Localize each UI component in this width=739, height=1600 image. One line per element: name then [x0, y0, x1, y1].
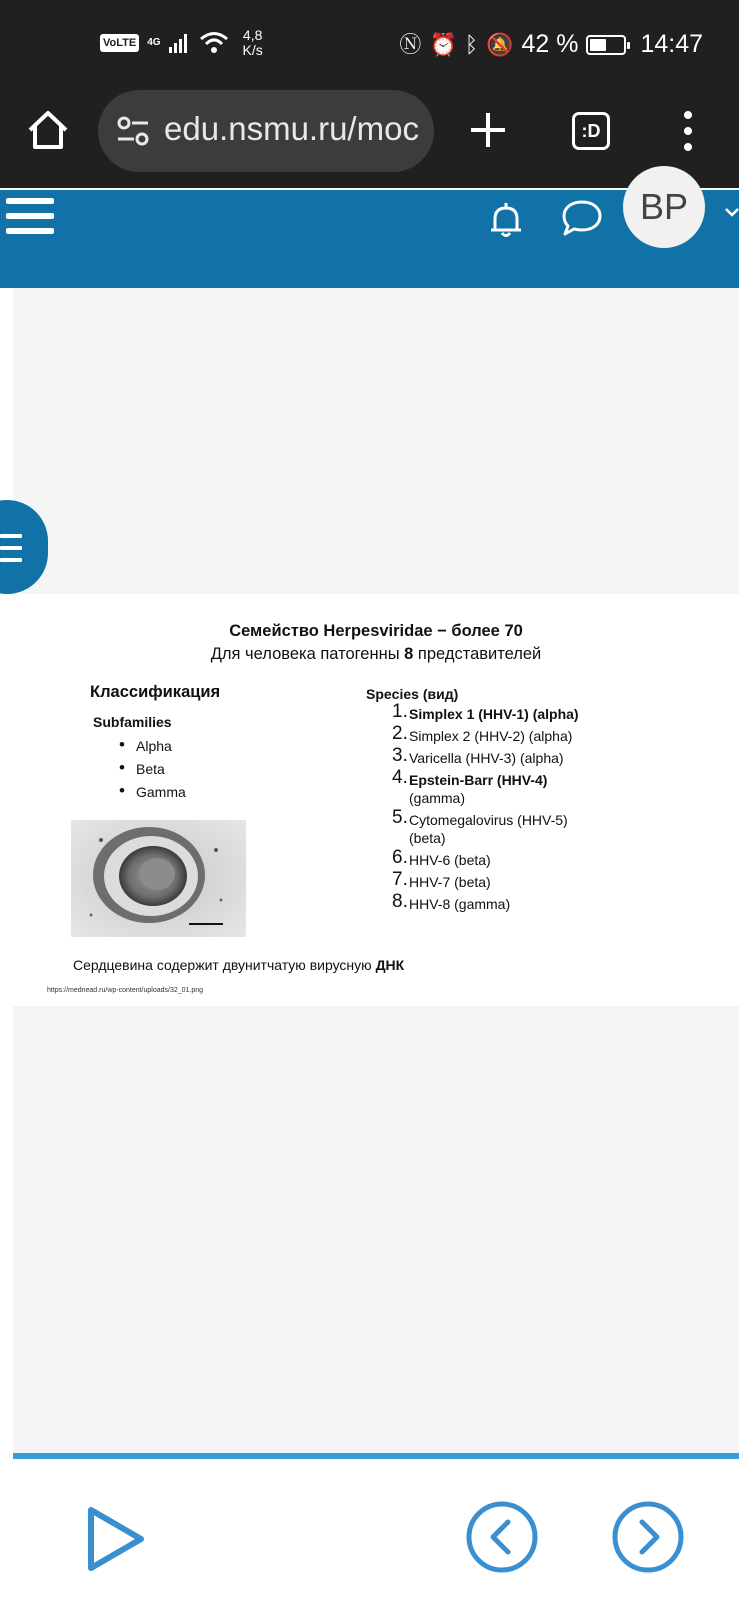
viewer-background-bottom — [13, 1006, 739, 1453]
list-item — [392, 847, 579, 869]
clock: 14:47 — [640, 30, 703, 58]
list-number: 3. — [392, 745, 408, 766]
messages-icon[interactable] — [560, 198, 604, 238]
species-subfamily: (gamma) — [409, 790, 466, 806]
list-item — [392, 745, 579, 767]
speed-unit: K/s — [242, 42, 263, 58]
species-name: HHV-6 (beta) — [409, 852, 491, 868]
caption-text: Сердцевина содержит двунитчатую вирусную — [73, 957, 376, 973]
list-item: • Alpha — [119, 735, 186, 758]
image-source-link: https://mednead.ru/wp-content/uploads/32_01.png — [47, 987, 204, 994]
list-item — [392, 891, 579, 913]
chevron-down-icon[interactable] — [724, 204, 739, 220]
classification-heading: Классификация — [90, 683, 221, 701]
browser-toolbar — [0, 88, 739, 188]
address-bar[interactable] — [98, 90, 434, 172]
site-header — [0, 186, 739, 288]
caption-bold-text: ДНК — [375, 957, 405, 973]
user-avatar[interactable]: BP — [623, 166, 705, 248]
slide-caption — [73, 957, 404, 973]
previous-slide-icon[interactable] — [465, 1500, 539, 1574]
url-text[interactable]: edu.nsmu.ru/moc — [164, 110, 419, 147]
nfc-icon: Ⓝ — [399, 31, 422, 57]
alarm-icon: ⏰ — [429, 31, 457, 57]
slide-subtitle — [13, 645, 739, 664]
volte-badge: VoLTE — [100, 34, 139, 52]
status-left — [100, 28, 263, 58]
species-name: HHV-8 (gamma) — [409, 896, 511, 912]
species-list — [392, 701, 579, 917]
home-icon[interactable] — [26, 108, 70, 152]
list-item — [392, 869, 579, 891]
species-name: Simplex 1 (HHV-1) (alpha) — [409, 706, 579, 722]
species-name: Varicella (HHV-3) (alpha) — [409, 750, 564, 766]
species-name: Simplex 2 (HHV-2) (alpha) — [409, 728, 573, 744]
more-options-icon[interactable] — [680, 110, 696, 152]
list-item — [392, 701, 579, 723]
wifi-icon — [199, 31, 229, 55]
subtitle-number: 8 — [404, 645, 414, 663]
list-number: 7. — [392, 869, 408, 890]
new-tab-icon[interactable] — [468, 110, 508, 150]
signal-icon — [169, 33, 191, 53]
menu-icon[interactable] — [6, 196, 54, 236]
presentation-slide — [13, 594, 739, 1006]
herpesvirus-micrograph — [71, 820, 246, 937]
list-item — [392, 807, 579, 847]
species-name: HHV-7 (beta) — [409, 874, 491, 890]
subtitle-text-end: представителей — [413, 645, 542, 663]
list-number: 1. — [392, 701, 408, 722]
battery-fill — [590, 39, 605, 51]
subtitle-text-start: Для человека патогенны — [210, 645, 405, 663]
list-number: 6. — [392, 847, 408, 868]
next-slide-icon[interactable] — [611, 1500, 685, 1574]
list-item: • Gamma — [119, 781, 186, 804]
battery-percent: 42 % — [521, 30, 579, 58]
status-right — [399, 30, 703, 59]
list-number: 2. — [392, 723, 408, 744]
list-number: 5. — [392, 807, 408, 828]
species-subfamily: (beta) — [409, 830, 446, 846]
notifications-bell-icon[interactable] — [486, 200, 526, 240]
subfamilies-heading: Subfamilies — [93, 714, 172, 730]
list-number: 8. — [392, 891, 408, 912]
subfamilies-list — [119, 735, 186, 804]
site-settings-icon[interactable] — [116, 114, 150, 148]
speed-value: 4,8 — [242, 27, 263, 43]
species-name: Epstein-Barr (HHV-4) — [409, 772, 548, 788]
list-item: • Beta — [119, 758, 186, 781]
viewer-background-top — [13, 288, 739, 594]
slide-title: Семейство Herpesviridae − более 70 — [229, 622, 523, 640]
slide-progress-bar — [13, 1453, 739, 1459]
tab-switcher-button[interactable]: :D — [572, 112, 610, 150]
species-heading: Species (вид) — [366, 686, 459, 702]
status-bar — [0, 0, 739, 88]
list-item — [392, 723, 579, 745]
network-type: 4G — [147, 37, 161, 48]
list-number: 4. — [392, 767, 408, 788]
bluetooth-icon: ᛒ — [464, 31, 479, 57]
network-speed — [243, 28, 263, 58]
list-item — [392, 767, 579, 807]
species-name: Cytomegalovirus (HHV-5) — [409, 812, 568, 828]
play-icon[interactable] — [86, 1505, 146, 1573]
battery-icon — [586, 35, 626, 55]
drawer-menu-icon[interactable] — [0, 531, 24, 565]
mute-icon: 🔕 — [486, 31, 514, 57]
